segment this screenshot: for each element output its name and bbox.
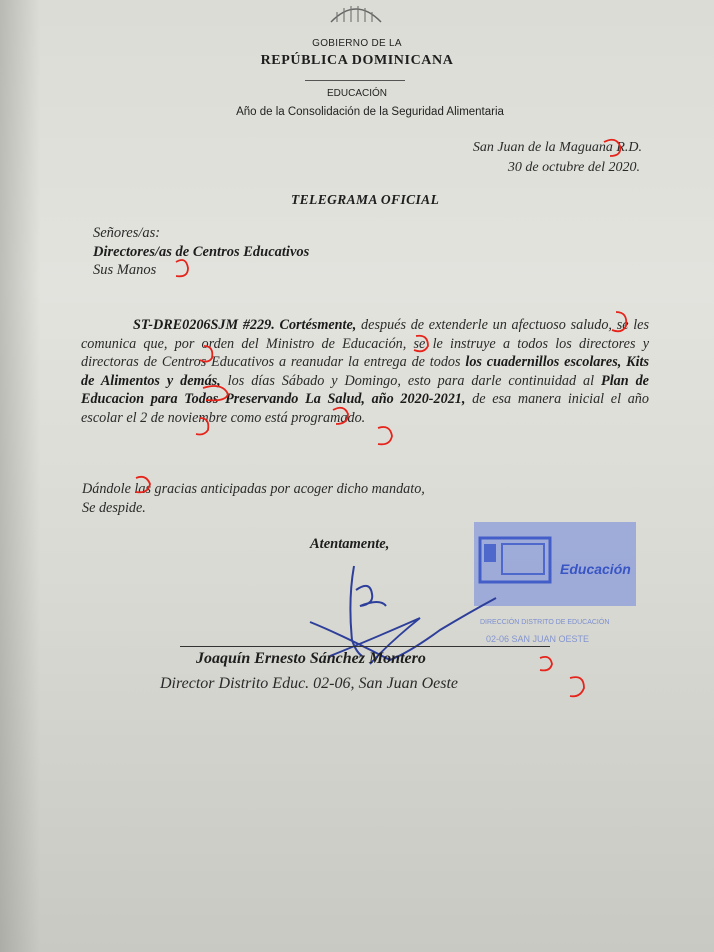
department-label: EDUCACIÓN <box>326 88 387 99</box>
closing-line: Se despide. <box>82 500 146 516</box>
closing-line: Dándole las gracias anticipadas por acoger dicho mandato, <box>82 481 425 497</box>
sign-off: Atentamente, <box>310 536 390 552</box>
government-name: REPÚBLICA DOMINICANA <box>260 53 454 68</box>
signer-name: Joaquín Ernesto Sánchez Montero <box>196 650 426 667</box>
stamp-text: 02-06 SAN JUAN OESTE <box>486 634 590 644</box>
stamp-brand: Educación <box>560 561 631 577</box>
stamp-text: DIRECCIÓN DISTRITO DE EDUCACIÓN <box>480 619 610 626</box>
reference-number: ST-DRE0206SJM #229. <box>133 317 275 333</box>
salutation-recipients: Directores/as de Centros Educativos <box>93 244 310 260</box>
body-text: los días Sábado y Domingo, esto para darle continuidad al <box>220 372 602 389</box>
salutation-line: Señores/as: <box>93 225 161 241</box>
body-text: de esa manera inicial el año escolar el 2 de noviembre como está programado. <box>81 391 649 426</box>
header-divider <box>305 80 405 81</box>
body-emphasis: los cuadernillos escolares, Kits de Alimentos y demás, <box>81 354 649 389</box>
dateline-place: San Juan de la Maguana R.D. <box>472 140 642 155</box>
government-label: GOBIERNO DE LA <box>312 38 402 49</box>
year-motto: Año de la Consolidación de la Seguridad Alimentaria <box>236 106 504 118</box>
signature-line <box>180 646 550 647</box>
body-emphasis: Plan de Educacion para Todos Preservando La Salud, año 2020-2021, <box>81 372 649 408</box>
dateline-date: 30 de octubre del 2020. <box>507 160 640 175</box>
signer-title: Director Distrito Educ. 02-06, San Juan Oeste <box>160 675 459 692</box>
coat-of-arms-icon <box>327 0 385 24</box>
salutation-line: Sus Manos <box>93 262 157 278</box>
body-text: después de extenderle un afectuoso saludo, se les comunica que, por orden del Ministro de Educación, se le instruye a todos los directores y directoras de Centros Educativos a reanudar la entrega de todos <box>81 317 649 371</box>
document-title: TELEGRAMA OFICIAL <box>291 192 440 207</box>
closing-block <box>82 480 582 518</box>
body-paragraph <box>81 316 649 428</box>
greeting: Cortésmente, <box>279 317 357 333</box>
page-shadow <box>0 0 40 952</box>
